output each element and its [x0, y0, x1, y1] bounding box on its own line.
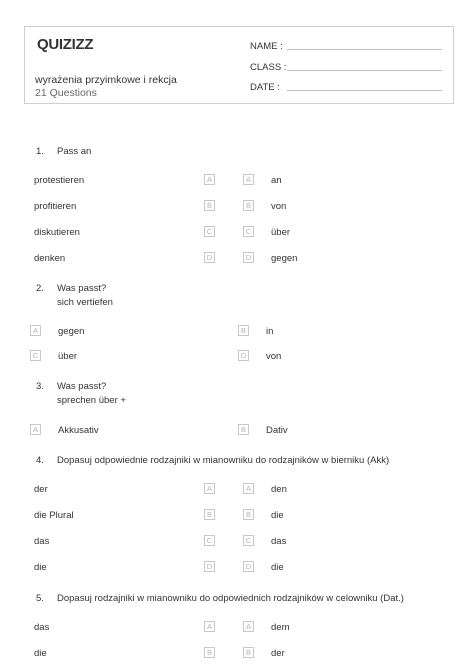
question-text: Was passt? — [57, 381, 107, 392]
match-right-item: von — [271, 201, 287, 212]
date-field[interactable] — [250, 82, 440, 93]
option-letter-box: D — [243, 561, 254, 572]
match-right-item: den — [271, 484, 287, 495]
question-text: Pass an — [57, 146, 92, 157]
match-left-item: der — [34, 484, 48, 495]
answer-box[interactable]: B — [204, 200, 215, 211]
match-right-item: über — [271, 227, 291, 238]
option-letter-box: A — [243, 174, 254, 185]
option-letter-box[interactable]: A — [30, 325, 41, 336]
match-left-item: profitieren — [34, 201, 77, 212]
name-line — [287, 49, 442, 50]
match-left-item: protestieren — [34, 175, 85, 186]
answer-box[interactable]: A — [204, 174, 215, 185]
question-subtext: sprechen über + — [57, 395, 126, 406]
class-field[interactable] — [250, 62, 440, 73]
option-text[interactable]: in — [266, 326, 274, 337]
answer-box[interactable]: D — [204, 252, 215, 263]
option-letter-box[interactable]: B — [238, 424, 249, 435]
worksheet-header — [24, 26, 454, 104]
match-left-item: die — [34, 562, 47, 573]
class-line — [287, 70, 442, 71]
match-left-item: denken — [34, 253, 66, 264]
option-text[interactable]: über — [58, 351, 78, 362]
match-right-item: gegen — [271, 253, 298, 264]
option-text[interactable]: Akkusativ — [58, 425, 99, 436]
answer-box[interactable]: A — [204, 621, 215, 632]
match-right-item: die — [271, 510, 284, 521]
option-letter-box[interactable]: B — [238, 325, 249, 336]
class-label: CLASS : — [250, 62, 287, 73]
match-right-item: an — [271, 175, 282, 186]
match-right-item: die — [271, 562, 284, 573]
option-letter-box[interactable]: C — [30, 350, 41, 361]
option-letter-box: D — [243, 252, 254, 263]
option-text[interactable]: gegen — [58, 326, 85, 337]
question-text: Dopasuj odpowiednie rodzajniki w mianowniku do rodzajników w bierniku (Akk) — [57, 455, 390, 466]
name-label: NAME : — [250, 41, 283, 52]
question-count: 21 Questions — [35, 87, 97, 99]
option-letter-box: B — [243, 200, 254, 211]
match-right-item: das — [271, 536, 287, 547]
match-left-item: die — [34, 648, 47, 659]
quizizz-logo: QUIZIZZ — [37, 36, 94, 53]
option-letter-box[interactable]: D — [238, 350, 249, 361]
question-number: 1. — [36, 146, 44, 157]
answer-box[interactable]: C — [204, 226, 215, 237]
option-letter-box: A — [243, 483, 254, 494]
name-field[interactable] — [250, 41, 440, 52]
option-text[interactable]: von — [266, 351, 282, 362]
question-text: Dopasuj rodzajniki w mianowniku do odpowiednich rodzajników w celowniku (Dat.) — [57, 593, 404, 604]
match-left-item: die Plural — [34, 510, 74, 521]
match-right-item: der — [271, 648, 285, 659]
answer-box[interactable]: C — [204, 535, 215, 546]
match-right-item: dem — [271, 622, 290, 633]
option-letter-box: C — [243, 226, 254, 237]
question-number: 3. — [36, 381, 44, 392]
date-line — [287, 90, 442, 91]
match-left-item: das — [34, 536, 50, 547]
answer-box[interactable]: D — [204, 561, 215, 572]
question-subtext: sich vertiefen — [57, 297, 113, 308]
option-letter-box[interactable]: A — [30, 424, 41, 435]
worksheet-title: wyrażenia przyimkowe i rekcja — [35, 74, 177, 86]
question-number: 5. — [36, 593, 44, 604]
match-left-item: das — [34, 622, 50, 633]
date-label: DATE : — [250, 82, 280, 93]
option-letter-box: B — [243, 509, 254, 520]
option-letter-box: B — [243, 647, 254, 658]
answer-box[interactable]: B — [204, 647, 215, 658]
question-text: Was passt? — [57, 283, 107, 294]
question-number: 2. — [36, 283, 44, 294]
option-text[interactable]: Dativ — [266, 425, 288, 436]
option-letter-box: C — [243, 535, 254, 546]
match-left-item: diskutieren — [34, 227, 80, 238]
answer-box[interactable]: A — [204, 483, 215, 494]
answer-box[interactable]: B — [204, 509, 215, 520]
option-letter-box: A — [243, 621, 254, 632]
question-number: 4. — [36, 455, 44, 466]
